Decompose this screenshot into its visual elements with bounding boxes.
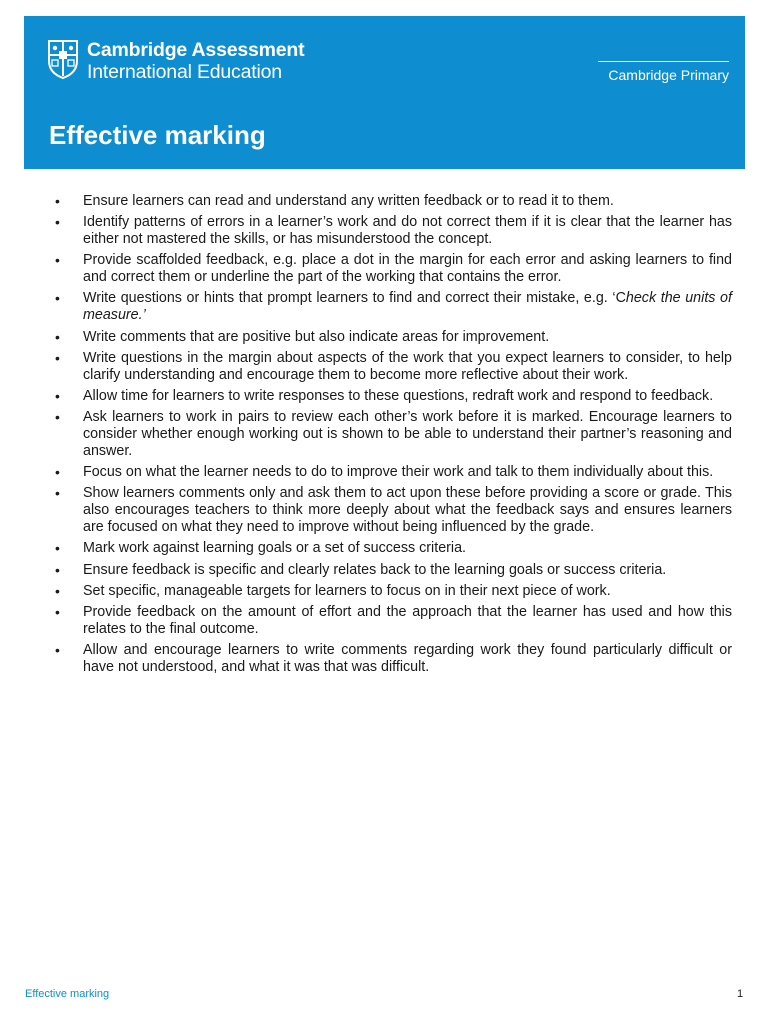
logo-line2: International Education [87,61,282,83]
bullet-text: Write comments that are positive but also indicate areas for improvement. [83,328,550,345]
bullet-item [55,540,732,557]
page-number: 1 [737,988,744,1000]
bullet-text: Provide feedback on the amount of effort and the approach that the learner has used and how this relates to the final outcome. [83,604,732,638]
bullet-item [55,388,732,405]
bullet-item [55,485,732,535]
bullet-text: Allow and encourage learners to write comments regarding work they found particularly difficult or have not understood, and what it was that was difficult. [83,642,732,676]
bullet-item [55,214,732,248]
bullet-item [55,290,732,324]
programme-label: Cambridge Primary [608,67,729,83]
programme-divider [598,61,729,62]
bullet-text: Ask learners to work in pairs to review each other’s work before it is marked. Encourage learners to consider whether enough working out is shown to be able to understand their partner’s reasoning and answer. [83,409,732,459]
bullet-text: Focus on what the learner needs to do to improve their work and talk to them individually about this. [83,464,714,481]
bullet-text: Identify patterns of errors in a learner’s work and do not correct them if it is clear that the learner has either not mastered the skills, or has misunderstood the concept. [83,214,732,248]
bullet-text: Ensure learners can read and understand any written feedback or to read it to them. [83,193,614,209]
bullet-text: Write questions in the margin about aspects of the work that you expect learners to consider, to help clarify understanding and encourage them to become more reflective about their work. [83,349,732,383]
logo-line1: Cambridge Assessment [87,39,305,61]
page-title: Effective marking [49,120,266,150]
bullet-item [55,583,732,600]
bullet-text: Set specific, manageable targets for learners to focus on in their next piece of work. [83,582,611,599]
bullet-item [55,409,732,459]
bullet-text: Allow time for learners to write responses to these questions, redraft work and respond to feedback. [83,387,714,404]
bullet-item [55,193,732,210]
bullet-item [55,350,732,384]
bullet-item [55,252,732,286]
cambridge-crest-icon [47,39,79,79]
bullet-item [55,562,732,579]
header-banner [24,16,745,169]
bullet-item [55,464,732,481]
bullet-text: Write questions or hints that prompt learners to find and correct their mistake, e.g. ‘C [83,290,626,307]
bullet-item [55,604,732,638]
bullet-item [55,642,732,676]
bullet-item [55,329,732,346]
bullet-text-italic: heck the units of measure.’ [83,290,732,324]
bullet-text: Show learners comments only and ask them to act upon these before providing a score or grade. This also encourages teachers to think more deeply about what the feedback says and ensures learners are focused on what they need to improve without being influenced by the grade. [83,485,732,536]
bullet-text: Ensure feedback is specific and clearly relates back to the learning goals or success criteria. [83,561,667,578]
footer-title: Effective marking [25,988,110,1000]
bullet-list [55,193,732,680]
bullet-text: Provide scaffolded feedback, e.g. place a dot in the margin for each error and asking learners to find and correct them or underline the part of the working that contains the error. [83,252,732,286]
bullet-text: Mark work against learning goals or a set of success criteria. [83,540,467,557]
